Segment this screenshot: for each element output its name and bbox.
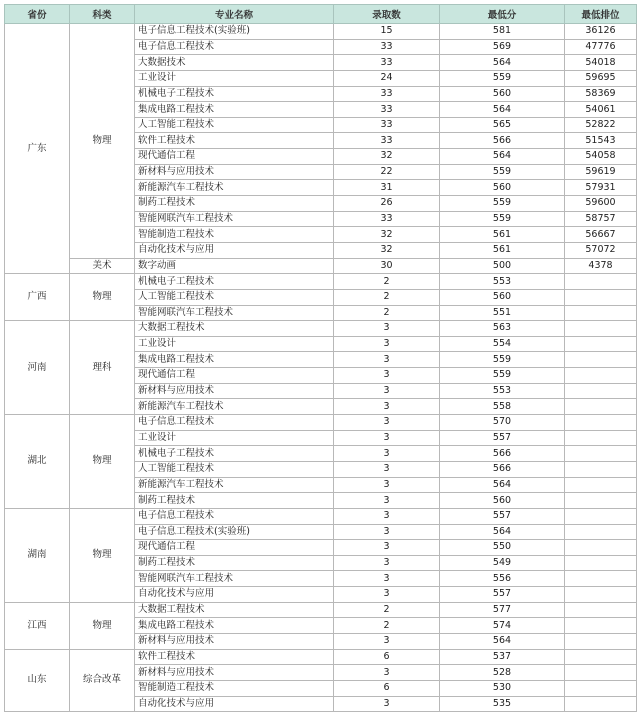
admitted-cell: 32 (334, 149, 440, 165)
major-cell: 智能制造工程技术 (135, 227, 334, 243)
min-rank-cell: 56667 (565, 227, 637, 243)
min-score-cell: 564 (440, 633, 565, 649)
min-score-cell: 557 (440, 430, 565, 446)
major-cell: 集成电路工程技术 (135, 618, 334, 634)
min-rank-cell: 58757 (565, 211, 637, 227)
major-cell: 制药工程技术 (135, 196, 334, 212)
province-cell: 湖北 (5, 415, 70, 509)
min-rank-cell (565, 493, 637, 509)
admitted-cell: 2 (334, 602, 440, 618)
min-score-cell: 559 (440, 211, 565, 227)
admission-table (4, 4, 637, 712)
table-row (5, 24, 637, 40)
min-rank-cell (565, 524, 637, 540)
admitted-cell: 33 (334, 117, 440, 133)
min-score-cell: 564 (440, 524, 565, 540)
admitted-cell: 3 (334, 555, 440, 571)
admitted-cell: 3 (334, 571, 440, 587)
min-rank-cell: 47776 (565, 39, 637, 55)
min-rank-cell (565, 305, 637, 321)
min-rank-cell (565, 430, 637, 446)
header-min-score: 最低分 (440, 5, 565, 24)
min-rank-cell (565, 383, 637, 399)
table-row (5, 602, 637, 618)
min-score-cell: 561 (440, 242, 565, 258)
min-rank-cell (565, 633, 637, 649)
min-score-cell: 560 (440, 180, 565, 196)
min-rank-cell: 54058 (565, 149, 637, 165)
min-score-cell: 557 (440, 587, 565, 603)
major-cell: 智能网联汽车工程技术 (135, 211, 334, 227)
min-rank-cell (565, 399, 637, 415)
header-subject: 科类 (70, 5, 135, 24)
subject-cell: 美术 (70, 258, 135, 274)
min-rank-cell (565, 508, 637, 524)
table-row (5, 508, 637, 524)
header-row (5, 5, 637, 24)
major-cell: 软件工程技术 (135, 133, 334, 149)
table-row (5, 649, 637, 665)
admitted-cell: 24 (334, 70, 440, 86)
major-cell: 电子信息工程技术 (135, 508, 334, 524)
min-rank-cell: 57931 (565, 180, 637, 196)
min-rank-cell: 59619 (565, 164, 637, 180)
major-cell: 新材料与应用技术 (135, 164, 334, 180)
min-rank-cell (565, 649, 637, 665)
min-score-cell: 569 (440, 39, 565, 55)
admitted-cell: 3 (334, 399, 440, 415)
admitted-cell: 33 (334, 102, 440, 118)
admitted-cell: 33 (334, 86, 440, 102)
admitted-cell: 3 (334, 461, 440, 477)
min-score-cell: 528 (440, 665, 565, 681)
min-rank-cell: 58369 (565, 86, 637, 102)
min-score-cell: 560 (440, 289, 565, 305)
admitted-cell: 3 (334, 587, 440, 603)
major-cell: 现代通信工程 (135, 540, 334, 556)
min-rank-cell: 36126 (565, 24, 637, 40)
min-rank-cell (565, 571, 637, 587)
min-score-cell: 581 (440, 24, 565, 40)
header-min-rank: 最低排位 (565, 5, 637, 24)
min-rank-cell (565, 446, 637, 462)
major-cell: 新能源汽车工程技术 (135, 180, 334, 196)
admitted-cell: 6 (334, 649, 440, 665)
min-rank-cell (565, 415, 637, 431)
min-score-cell: 564 (440, 149, 565, 165)
major-cell: 新能源汽车工程技术 (135, 399, 334, 415)
min-score-cell: 557 (440, 508, 565, 524)
min-rank-cell (565, 587, 637, 603)
min-rank-cell (565, 618, 637, 634)
subject-cell: 物理 (70, 24, 135, 259)
major-cell: 人工智能工程技术 (135, 117, 334, 133)
min-rank-cell: 52822 (565, 117, 637, 133)
table-row (5, 415, 637, 431)
min-rank-cell: 59695 (565, 70, 637, 86)
min-rank-cell (565, 368, 637, 384)
min-score-cell: 565 (440, 117, 565, 133)
min-score-cell: 561 (440, 227, 565, 243)
min-score-cell: 564 (440, 55, 565, 71)
major-cell: 智能网联汽车工程技术 (135, 305, 334, 321)
min-score-cell: 554 (440, 336, 565, 352)
admitted-cell: 33 (334, 55, 440, 71)
admitted-cell: 3 (334, 321, 440, 337)
min-score-cell: 570 (440, 415, 565, 431)
min-score-cell: 564 (440, 102, 565, 118)
min-rank-cell (565, 540, 637, 556)
min-score-cell: 566 (440, 133, 565, 149)
subject-cell: 物理 (70, 508, 135, 602)
min-rank-cell (565, 274, 637, 290)
major-cell: 现代通信工程 (135, 368, 334, 384)
min-score-cell: 550 (440, 540, 565, 556)
header-major: 专业名称 (135, 5, 334, 24)
admitted-cell: 3 (334, 352, 440, 368)
min-score-cell: 530 (440, 680, 565, 696)
min-rank-cell: 59600 (565, 196, 637, 212)
min-score-cell: 560 (440, 493, 565, 509)
header-admitted: 录取数 (334, 5, 440, 24)
major-cell: 自动化技术与应用 (135, 696, 334, 712)
table-body (5, 24, 637, 712)
min-rank-cell (565, 602, 637, 618)
min-score-cell: 577 (440, 602, 565, 618)
subject-cell: 综合改革 (70, 649, 135, 712)
major-cell: 数字动画 (135, 258, 334, 274)
admitted-cell: 3 (334, 368, 440, 384)
admitted-cell: 3 (334, 633, 440, 649)
admitted-cell: 3 (334, 430, 440, 446)
min-score-cell: 559 (440, 368, 565, 384)
admitted-cell: 33 (334, 39, 440, 55)
major-cell: 集成电路工程技术 (135, 352, 334, 368)
min-rank-cell: 54018 (565, 55, 637, 71)
province-cell: 河南 (5, 321, 70, 415)
major-cell: 电子信息工程技术 (135, 39, 334, 55)
major-cell: 电子信息工程技术(实验班) (135, 24, 334, 40)
subject-cell: 理科 (70, 321, 135, 415)
admitted-cell: 32 (334, 227, 440, 243)
table-row (5, 274, 637, 290)
min-score-cell: 574 (440, 618, 565, 634)
major-cell: 智能制造工程技术 (135, 680, 334, 696)
min-score-cell: 559 (440, 164, 565, 180)
major-cell: 现代通信工程 (135, 149, 334, 165)
major-cell: 智能网联汽车工程技术 (135, 571, 334, 587)
min-rank-cell (565, 321, 637, 337)
admitted-cell: 3 (334, 493, 440, 509)
subject-cell: 物理 (70, 415, 135, 509)
major-cell: 工业设计 (135, 70, 334, 86)
table-row (5, 258, 637, 274)
admitted-cell: 3 (334, 415, 440, 431)
admitted-cell: 3 (334, 508, 440, 524)
min-score-cell: 556 (440, 571, 565, 587)
province-cell: 山东 (5, 649, 70, 712)
min-score-cell: 553 (440, 274, 565, 290)
admitted-cell: 30 (334, 258, 440, 274)
admitted-cell: 2 (334, 618, 440, 634)
min-rank-cell (565, 477, 637, 493)
admitted-cell: 2 (334, 305, 440, 321)
major-cell: 电子信息工程技术(实验班) (135, 524, 334, 540)
major-cell: 新能源汽车工程技术 (135, 477, 334, 493)
table-row (5, 321, 637, 337)
min-rank-cell: 51543 (565, 133, 637, 149)
major-cell: 机械电子工程技术 (135, 274, 334, 290)
major-cell: 工业设计 (135, 430, 334, 446)
min-rank-cell (565, 461, 637, 477)
province-cell: 江西 (5, 602, 70, 649)
major-cell: 大数据技术 (135, 55, 334, 71)
province-cell: 广东 (5, 24, 70, 274)
admitted-cell: 15 (334, 24, 440, 40)
admitted-cell: 6 (334, 680, 440, 696)
major-cell: 新材料与应用技术 (135, 383, 334, 399)
major-cell: 大数据工程技术 (135, 602, 334, 618)
admitted-cell: 3 (334, 336, 440, 352)
min-score-cell: 558 (440, 399, 565, 415)
province-cell: 湖南 (5, 508, 70, 602)
major-cell: 人工智能工程技术 (135, 289, 334, 305)
min-score-cell: 553 (440, 383, 565, 399)
admitted-cell: 31 (334, 180, 440, 196)
admitted-cell: 3 (334, 383, 440, 399)
major-cell: 制药工程技术 (135, 555, 334, 571)
province-cell: 广西 (5, 274, 70, 321)
min-score-cell: 563 (440, 321, 565, 337)
min-rank-cell: 4378 (565, 258, 637, 274)
subject-cell: 物理 (70, 602, 135, 649)
min-score-cell: 559 (440, 196, 565, 212)
admitted-cell: 3 (334, 540, 440, 556)
major-cell: 自动化技术与应用 (135, 242, 334, 258)
min-rank-cell (565, 696, 637, 712)
major-cell: 机械电子工程技术 (135, 446, 334, 462)
admitted-cell: 2 (334, 289, 440, 305)
min-score-cell: 564 (440, 477, 565, 493)
major-cell: 人工智能工程技术 (135, 461, 334, 477)
major-cell: 工业设计 (135, 336, 334, 352)
min-rank-cell (565, 289, 637, 305)
admitted-cell: 33 (334, 211, 440, 227)
min-score-cell: 566 (440, 446, 565, 462)
min-score-cell: 535 (440, 696, 565, 712)
admitted-cell: 2 (334, 274, 440, 290)
major-cell: 新材料与应用技术 (135, 665, 334, 681)
major-cell: 集成电路工程技术 (135, 102, 334, 118)
min-rank-cell (565, 555, 637, 571)
min-score-cell: 566 (440, 461, 565, 477)
major-cell: 机械电子工程技术 (135, 86, 334, 102)
min-score-cell: 500 (440, 258, 565, 274)
min-score-cell: 537 (440, 649, 565, 665)
min-score-cell: 551 (440, 305, 565, 321)
admitted-cell: 33 (334, 133, 440, 149)
min-rank-cell (565, 352, 637, 368)
admitted-cell: 22 (334, 164, 440, 180)
min-score-cell: 559 (440, 352, 565, 368)
major-cell: 软件工程技术 (135, 649, 334, 665)
admitted-cell: 26 (334, 196, 440, 212)
admitted-cell: 3 (334, 477, 440, 493)
min-rank-cell (565, 336, 637, 352)
major-cell: 大数据工程技术 (135, 321, 334, 337)
admitted-cell: 3 (334, 524, 440, 540)
major-cell: 自动化技术与应用 (135, 587, 334, 603)
major-cell: 制药工程技术 (135, 493, 334, 509)
admitted-cell: 3 (334, 696, 440, 712)
min-rank-cell: 57072 (565, 242, 637, 258)
min-rank-cell (565, 680, 637, 696)
min-score-cell: 559 (440, 70, 565, 86)
major-cell: 电子信息工程技术 (135, 415, 334, 431)
admitted-cell: 3 (334, 446, 440, 462)
min-rank-cell (565, 665, 637, 681)
subject-cell: 物理 (70, 274, 135, 321)
min-score-cell: 549 (440, 555, 565, 571)
min-rank-cell: 54061 (565, 102, 637, 118)
admitted-cell: 32 (334, 242, 440, 258)
header-province: 省份 (5, 5, 70, 24)
admitted-cell: 3 (334, 665, 440, 681)
major-cell: 新材料与应用技术 (135, 633, 334, 649)
min-score-cell: 560 (440, 86, 565, 102)
